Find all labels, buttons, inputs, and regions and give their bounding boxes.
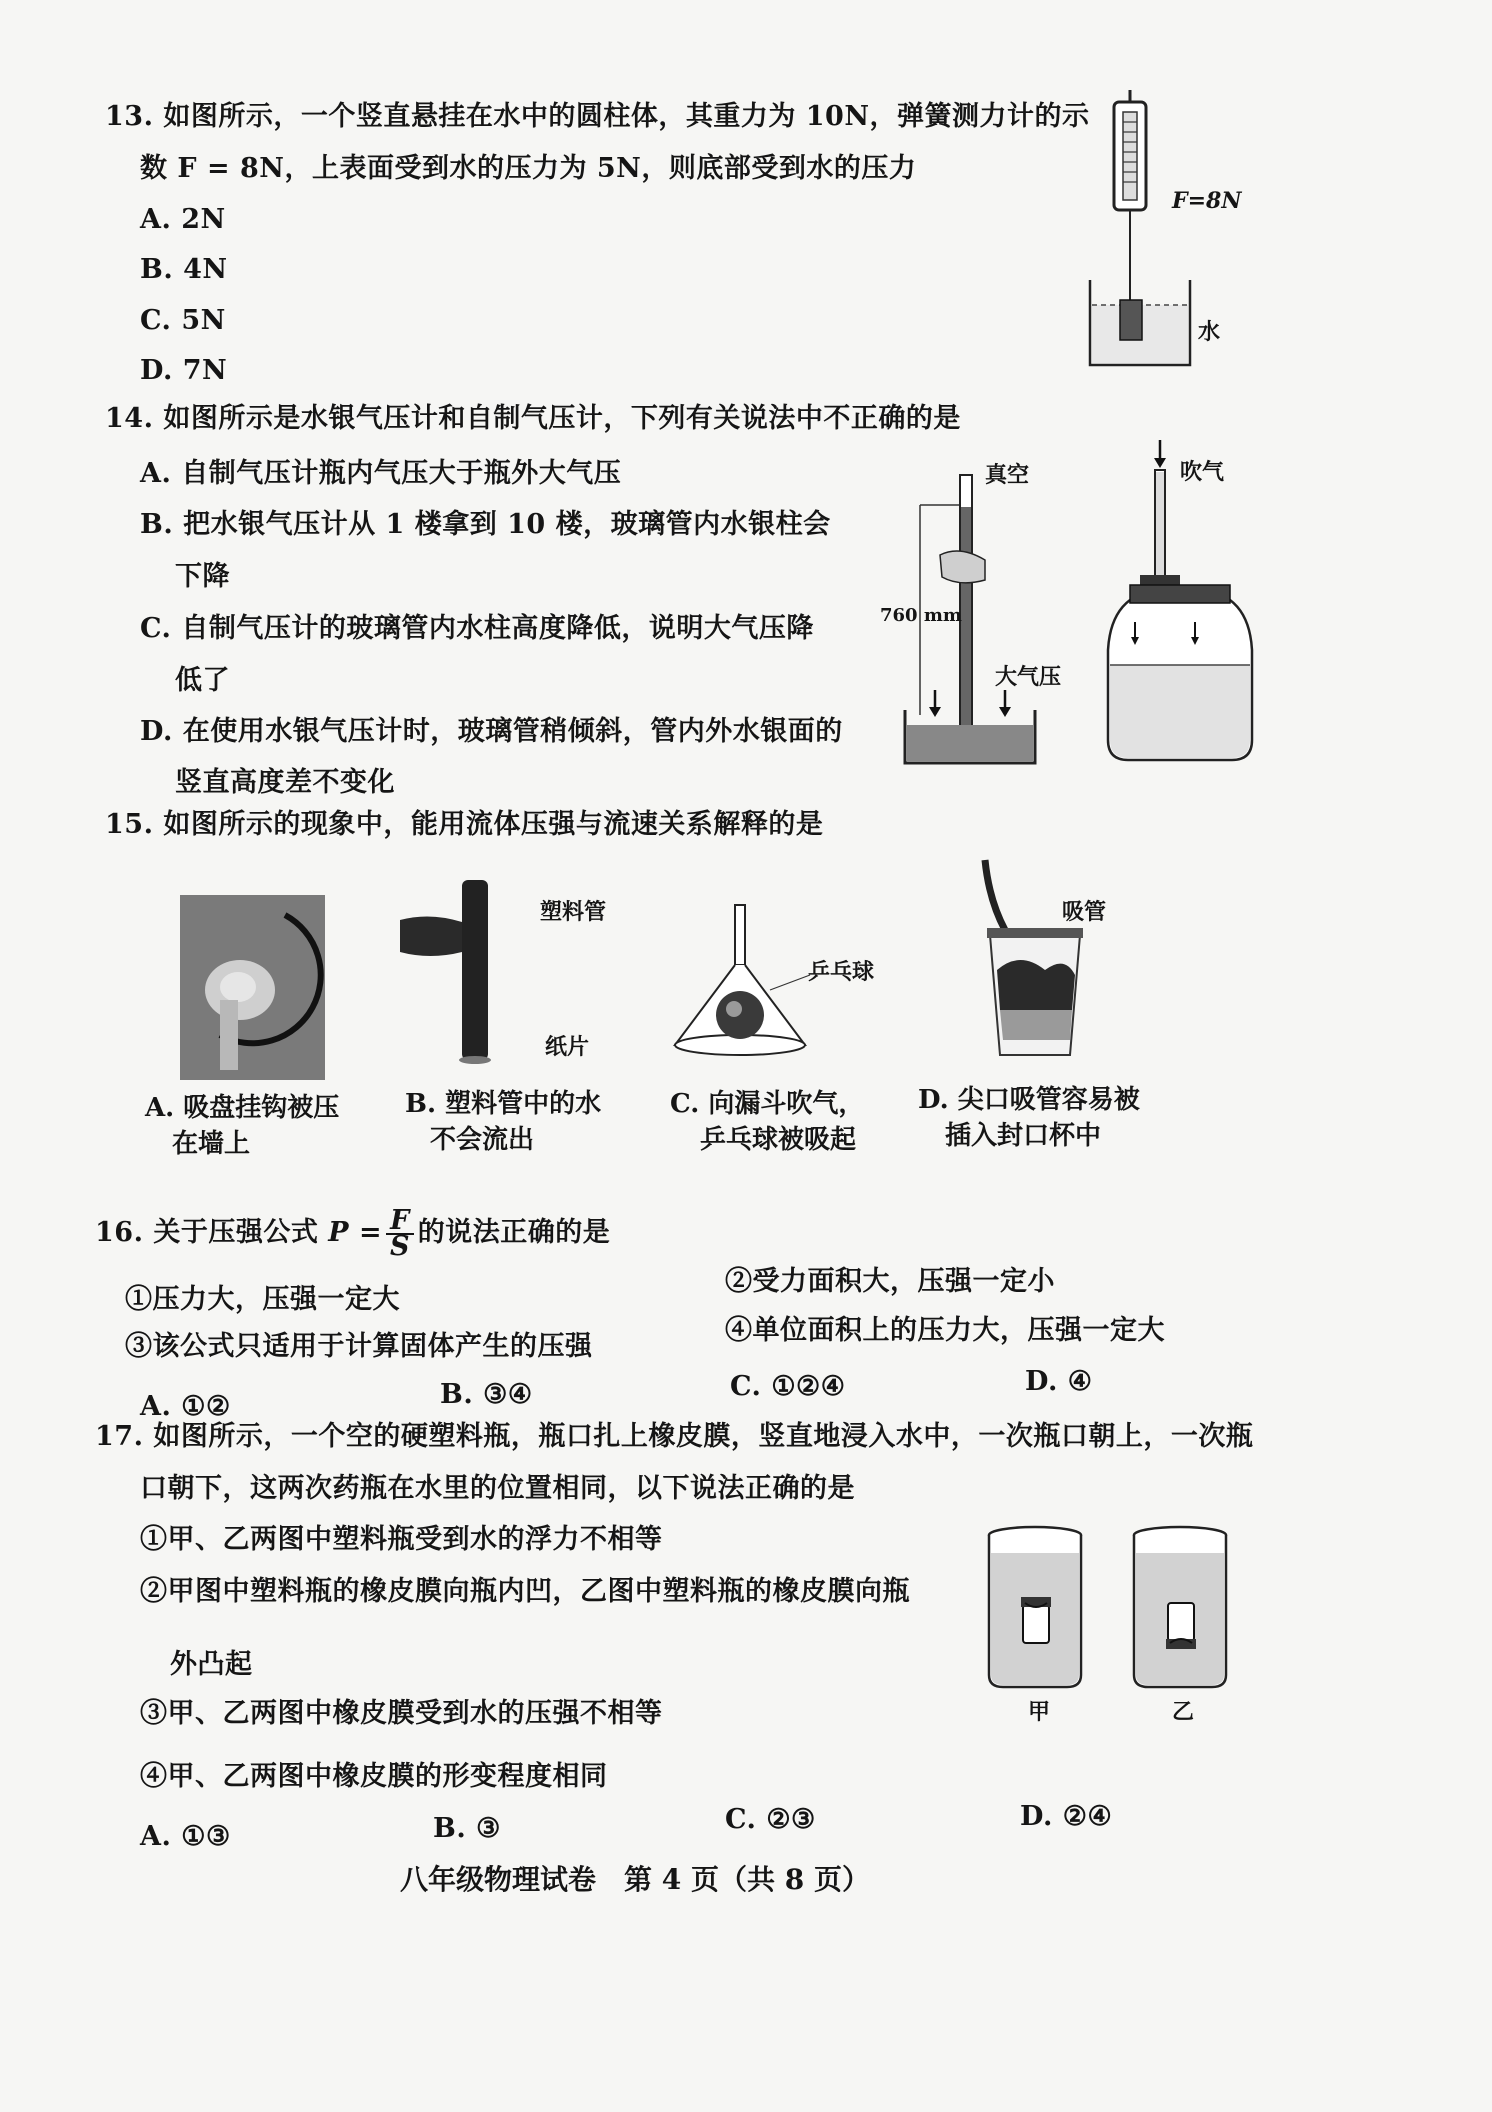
q15-ball-label: 乒乓球: [808, 959, 875, 985]
q13-option-c: C. 5N: [140, 305, 226, 336]
q17-option-d: D. ②④: [1020, 1801, 1113, 1832]
q16-formula-p: P =: [328, 1217, 383, 1248]
q14-stem: 14. 如图所示是水银气压计和自制气压计，下列有关说法中不正确的是: [105, 403, 961, 434]
q13-option-b: B. 4N: [140, 254, 228, 285]
q17-stem-line2: 口朝下，这两次药瓶在水里的位置相同，以下说法正确的是: [140, 1473, 855, 1504]
q13-option-d: D. 7N: [140, 355, 228, 386]
q14-height-label: 760 mm: [880, 605, 962, 626]
q17-statement-2-line1: ②甲图中塑料瓶的橡皮膜向瓶内凹，乙图中塑料瓶的橡皮膜向瓶: [140, 1576, 910, 1607]
q14-homemade-barometer-figure: [1100, 440, 1260, 770]
q14-option-a: A. 自制气压计瓶内气压大于瓶外大气压: [140, 458, 622, 489]
q15-figure-a-suction-hook: [180, 895, 325, 1080]
q14-option-d-line1: D. 在使用水银气压计时，玻璃管稍倾斜，管内外水银面的: [140, 716, 843, 747]
q15-paper-label: 纸片: [545, 1034, 590, 1060]
q17-statement-1: ①甲、乙两图中塑料瓶受到水的浮力不相等: [140, 1524, 663, 1555]
q16-formula-numerator: F: [386, 1209, 414, 1235]
q16-option-d: D. ④: [1025, 1366, 1093, 1397]
q15-caption-b-line1: B. 塑料管中的水: [405, 1089, 602, 1119]
q16-option-c: C. ①②④: [730, 1371, 846, 1402]
q15-caption-b-line2: 不会流出: [430, 1125, 535, 1155]
q14-option-c-line1: C. 自制气压计的玻璃管内水柱高度降低，说明大气压降: [140, 613, 814, 644]
q14-option-d-line2: 竖直高度差不变化: [175, 767, 395, 798]
q16-statement-1: ①压力大，压强一定大: [125, 1284, 400, 1315]
q15-caption-d-line1: D. 尖口吸管容易被: [918, 1085, 1140, 1115]
q13-water-label: 水: [1198, 319, 1221, 345]
q15-caption-c-line2: 乒乓球被吸起: [700, 1125, 857, 1155]
q17-option-a: A. ①③: [140, 1821, 231, 1852]
q14-blow-label: 吹气: [1180, 459, 1225, 485]
q17-statement-2-line2: 外凸起: [170, 1649, 253, 1680]
q17-option-b: B. ③: [433, 1813, 501, 1844]
q16-formula-fraction: [386, 1204, 414, 1262]
q16-stem-post: 的说法正确的是: [417, 1217, 611, 1248]
q17-figure-yi-beaker: [1130, 1525, 1230, 1690]
q13-option-a: A. 2N: [140, 204, 226, 235]
q14-option-b-line1: B. 把水银气压计从 1 楼拿到 10 楼，玻璃管内水银柱会: [140, 509, 831, 540]
q15-straw-label: 吸管: [1062, 899, 1107, 925]
q15-stem: 15. 如图所示的现象中，能用流体压强与流速关系解释的是: [105, 809, 824, 840]
q13-stem-line2: 数 F = 8N，上表面受到水的压力为 5N，则底部受到水的压力: [140, 153, 917, 184]
q15-figure-b-plastic-tube: [400, 880, 560, 1070]
q16-statement-4: ④单位面积上的压力大，压强一定大: [725, 1315, 1165, 1346]
q15-figure-d-straw-cup: [975, 860, 1095, 1060]
q17-statement-3: ③甲、乙两图中橡皮膜受到水的压强不相等: [140, 1698, 663, 1729]
q13-stem-line1: 13. 如图所示，一个竖直悬挂在水中的圆柱体，其重力为 10N，弹簧测力计的示: [105, 101, 1090, 132]
q17-figure-jia-label: 甲: [1028, 1699, 1051, 1725]
q17-figure-yi-label: 乙: [1172, 1699, 1195, 1725]
q13-force-label: F=8N: [1172, 188, 1242, 214]
q14-option-c-line2: 低了: [175, 665, 230, 696]
q15-caption-c-line1: C. 向漏斗吹气，: [670, 1089, 865, 1119]
q15-tube-label: 塑料管: [540, 899, 607, 925]
q14-atm-label: 大气压: [995, 664, 1062, 690]
page-footer: 八年级物理试卷 第 4 页（共 8 页）: [400, 1863, 870, 1896]
q15-caption-a-line1: A. 吸盘挂钩被压: [145, 1093, 340, 1123]
q15-caption-a-line2: 在墙上: [172, 1129, 251, 1159]
q17-option-c: C. ②③: [725, 1804, 816, 1835]
q17-statement-4: ④甲、乙两图中橡皮膜的形变程度相同: [140, 1761, 608, 1792]
q16-statement-3: ③该公式只适用于计算固体产生的压强: [125, 1331, 593, 1362]
q16-formula-denominator: S: [389, 1230, 410, 1262]
q17-stem-line1: 17. 如图所示，一个空的硬塑料瓶，瓶口扎上橡皮膜，竖直地浸入水中，一次瓶口朝上，一次瓶: [95, 1421, 1254, 1452]
q17-figure-jia-beaker: [985, 1525, 1085, 1690]
q16-option-a: A. ①②: [140, 1391, 231, 1422]
q14-option-b-line2: 下降: [175, 561, 230, 592]
q16-option-b: B. ③④: [440, 1379, 533, 1410]
q14-vacuum-label: 真空: [985, 462, 1030, 488]
q15-caption-d-line2: 插入封口杯中: [945, 1121, 1102, 1151]
q16-stem: [95, 1205, 610, 1261]
q16-statement-2: ②受力面积大，压强一定小: [725, 1266, 1055, 1297]
q16-stem-pre: 16. 关于压强公式: [95, 1217, 319, 1248]
